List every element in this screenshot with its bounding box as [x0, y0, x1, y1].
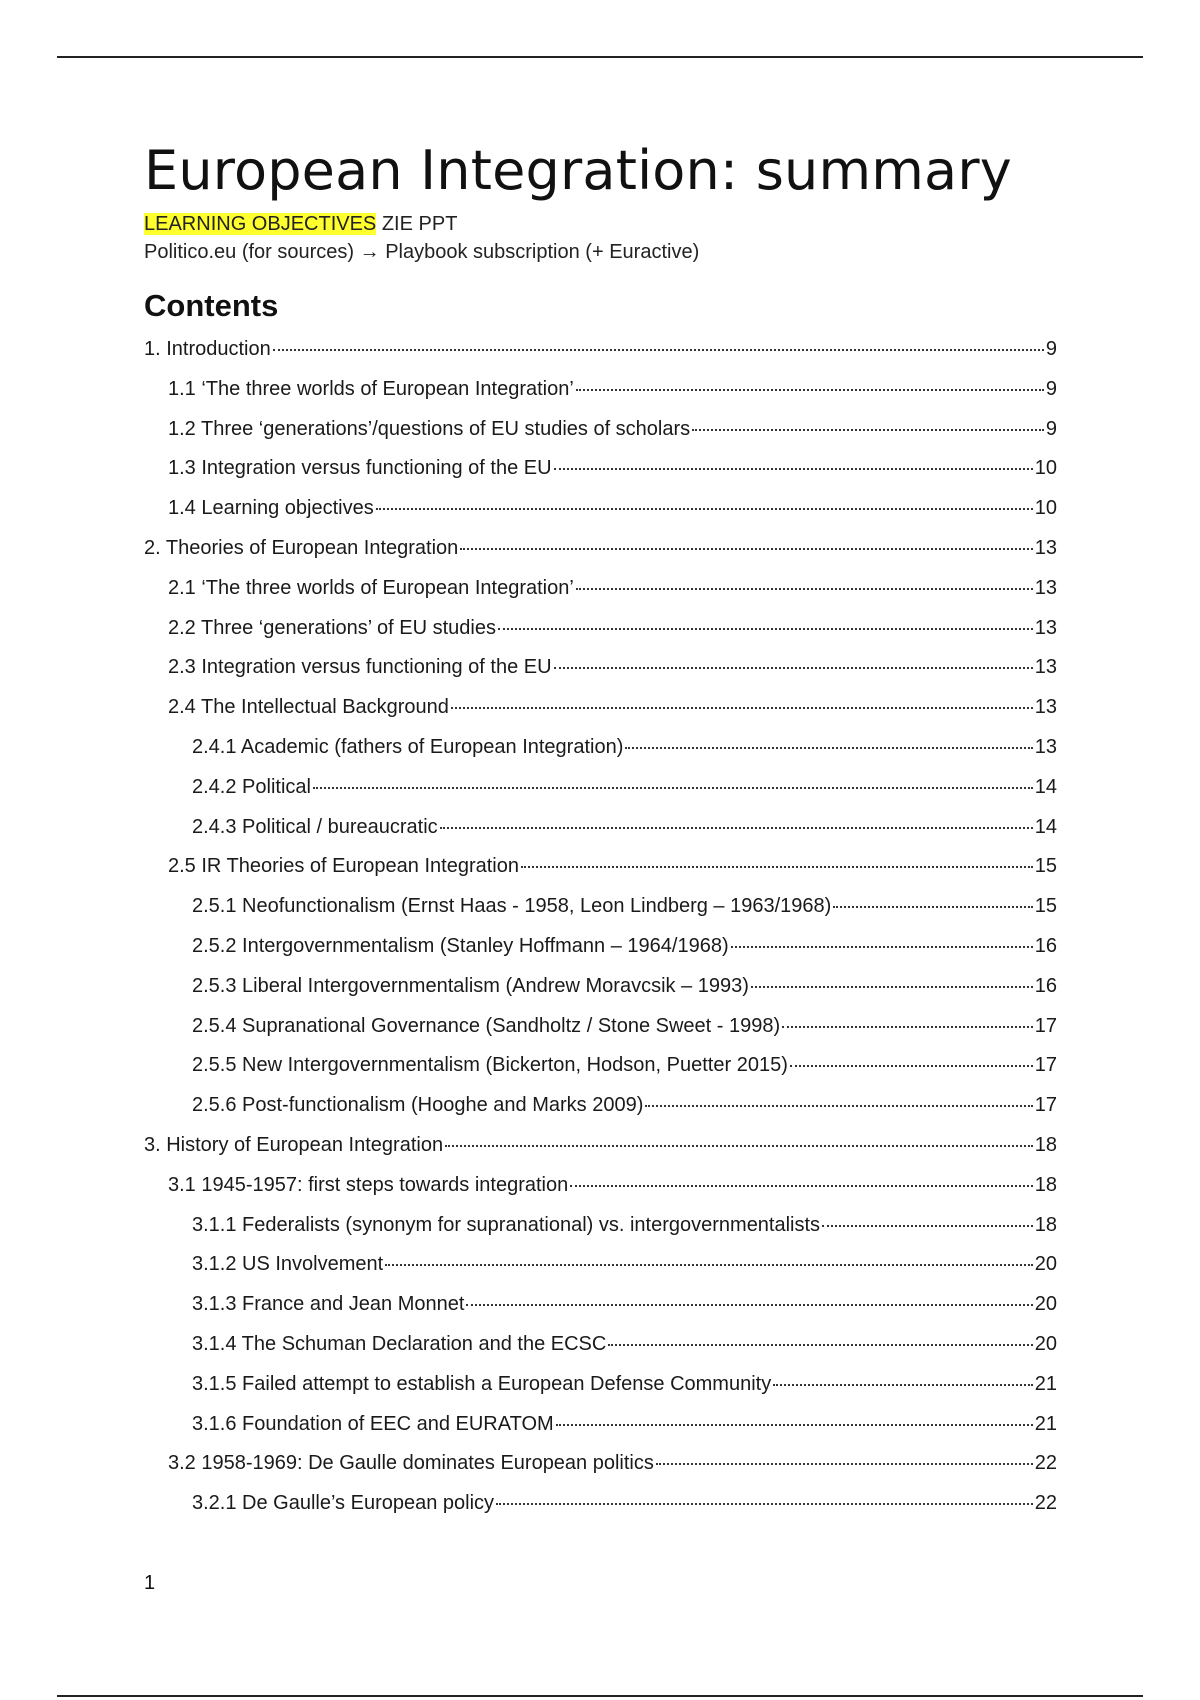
toc-entry[interactable] — [144, 378, 1057, 418]
toc-entry-title: 2.5.3 Liberal Intergovernmentalism (Andrew Moravcsik – 1993) — [192, 974, 749, 997]
toc-entry[interactable] — [144, 1214, 1057, 1254]
toc-dot-leader — [645, 1105, 1032, 1107]
toc-dot-leader — [790, 1065, 1033, 1067]
toc-entry-page: 18 — [1034, 1213, 1057, 1236]
toc-entry-page: 15 — [1034, 855, 1057, 878]
toc-entry[interactable] — [144, 855, 1057, 895]
toc-entry-page: 13 — [1034, 616, 1057, 639]
toc-dot-leader — [466, 1304, 1032, 1306]
toc-entry[interactable] — [144, 577, 1057, 617]
toc-dot-leader — [554, 468, 1033, 470]
toc-entry-title: 2.2 Three ‘generations’ of EU studies — [168, 616, 496, 639]
toc-dot-leader — [554, 667, 1033, 669]
toc-entry-page: 9 — [1045, 377, 1057, 400]
toc-dot-leader — [625, 747, 1032, 749]
toc-entry-title: 2.5.1 Neofunctionalism (Ernst Haas - 1958, Leon Lindberg – 1963/1968) — [192, 895, 832, 918]
toc-entry[interactable] — [144, 696, 1057, 736]
toc-entry[interactable] — [144, 1373, 1057, 1413]
toc-entry[interactable] — [144, 338, 1057, 378]
toc-entry-page: 14 — [1034, 815, 1057, 838]
header-rule — [57, 56, 1143, 58]
toc-dot-leader — [313, 787, 1033, 789]
toc-entry-title: 2.4 The Intellectual Background — [168, 696, 449, 719]
toc-entry[interactable] — [144, 656, 1057, 696]
toc-entry-title: 3.2 1958-1969: De Gaulle dominates European politics — [168, 1452, 654, 1475]
toc-dot-leader — [385, 1264, 1033, 1266]
toc-dot-leader — [273, 349, 1044, 351]
toc-entry-title: 1. Introduction — [144, 338, 271, 360]
toc-dot-leader — [460, 548, 1032, 550]
toc-entry-title: 2.5.6 Post-functionalism (Hooghe and Marks 2009) — [192, 1094, 644, 1117]
toc-dot-leader — [576, 389, 1044, 391]
toc-entry-page: 13 — [1034, 576, 1057, 599]
toc-dot-leader — [451, 707, 1033, 709]
table-of-contents — [144, 338, 1057, 1532]
toc-entry-page: 16 — [1034, 974, 1057, 997]
toc-entry[interactable] — [144, 776, 1057, 816]
toc-entry[interactable] — [144, 1413, 1057, 1453]
toc-dot-leader — [376, 508, 1033, 510]
toc-entry-title: 3.1.3 France and Jean Monnet — [192, 1293, 465, 1316]
toc-entry-title: 2.5.4 Supranational Governance (Sandholtz / Stone Sweet - 1998) — [192, 1014, 781, 1037]
toc-dot-leader — [751, 986, 1033, 988]
learning-objectives-highlight: LEARNING OBJECTIVES — [144, 213, 377, 235]
toc-entry-page: 22 — [1034, 1452, 1057, 1475]
toc-entry-title: 2.1 ‘The three worlds of European Integration’ — [168, 576, 574, 599]
sources-line: Politico.eu (for sources) → Playbook subscription (+ Euractive) — [144, 241, 700, 263]
toc-entry[interactable] — [144, 457, 1057, 497]
toc-entry-title: 2.4.2 Political — [192, 775, 311, 798]
toc-entry-title: 1.4 Learning objectives — [168, 497, 374, 520]
toc-entry-title: 3.1.4 The Schuman Declaration and the ECSC — [192, 1332, 607, 1355]
toc-entry[interactable] — [144, 617, 1057, 657]
toc-entry-page: 18 — [1034, 1173, 1057, 1196]
toc-entry-title: 1.2 Three ‘generations’/questions of EU studies of scholars — [168, 417, 691, 440]
toc-entry-page: 17 — [1034, 1014, 1057, 1037]
document-title: European Integration: summary — [144, 139, 1012, 202]
toc-dot-leader — [576, 588, 1033, 590]
toc-entry[interactable] — [144, 497, 1057, 537]
toc-entry-page: 13 — [1034, 696, 1057, 719]
toc-entry-page: 10 — [1034, 497, 1057, 520]
toc-entry-title: 3.2.1 De Gaulle’s European policy — [192, 1492, 495, 1515]
toc-dot-leader — [556, 1424, 1033, 1426]
toc-entry-title: 2.4.1 Academic (fathers of European Integration) — [192, 735, 624, 758]
toc-entry[interactable] — [144, 935, 1057, 975]
toc-entry[interactable] — [144, 1174, 1057, 1214]
toc-entry-page: 13 — [1034, 656, 1057, 679]
toc-entry[interactable] — [144, 1452, 1057, 1492]
toc-entry-page: 20 — [1034, 1332, 1057, 1355]
toc-entry[interactable] — [144, 537, 1057, 577]
toc-entry-title: 2.5.5 New Intergovernmentalism (Bickerton, Hodson, Puetter 2015) — [192, 1054, 788, 1077]
toc-entry-title: 3. History of European Integration — [144, 1133, 444, 1156]
toc-dot-leader — [782, 1026, 1033, 1028]
toc-entry-title: 3.1.5 Failed attempt to establish a European Defense Community — [192, 1372, 772, 1395]
toc-entry-title: 3.1.2 US Involvement — [192, 1253, 384, 1276]
toc-entry-page: 17 — [1034, 1094, 1057, 1117]
toc-entry-page: 17 — [1034, 1054, 1057, 1077]
toc-entry-title: 2.5 IR Theories of European Integration — [168, 855, 519, 878]
learning-objectives-note: ZIE PPT — [376, 213, 458, 235]
footer-rule — [57, 1695, 1143, 1697]
toc-dot-leader — [496, 1503, 1033, 1505]
toc-dot-leader — [440, 827, 1033, 829]
toc-entry-title: 3.1.1 Federalists (synonym for supranational) vs. intergovernmentalists — [192, 1213, 821, 1236]
toc-entry[interactable] — [144, 418, 1057, 458]
toc-dot-leader — [731, 946, 1033, 948]
toc-entry-page: 18 — [1034, 1133, 1057, 1156]
toc-entry-title: 1.1 ‘The three worlds of European Integration’ — [168, 377, 574, 400]
toc-entry[interactable] — [144, 975, 1057, 1015]
toc-entry-page: 9 — [1045, 417, 1057, 440]
toc-dot-leader — [773, 1384, 1033, 1386]
toc-entry[interactable] — [144, 736, 1057, 776]
toc-entry-page: 20 — [1034, 1293, 1057, 1316]
toc-entry[interactable] — [144, 1134, 1057, 1174]
toc-entry-title: 3.1.6 Foundation of EEC and EURATOM — [192, 1412, 554, 1435]
toc-dot-leader — [608, 1344, 1032, 1346]
page-number: 1 — [144, 1572, 156, 1594]
toc-entry[interactable] — [144, 895, 1057, 935]
toc-entry-title: 2. Theories of European Integration — [144, 536, 459, 559]
document-body — [144, 140, 1057, 1532]
toc-entry[interactable] — [144, 1054, 1057, 1094]
toc-entry-page: 13 — [1034, 735, 1057, 758]
toc-entry[interactable] — [144, 1492, 1057, 1532]
toc-entry-page: 13 — [1034, 536, 1057, 559]
toc-entry-title: 2.5.2 Intergovernmentalism (Stanley Hoffmann – 1964/1968) — [192, 934, 729, 957]
toc-entry-title: 2.3 Integration versus functioning of the EU — [168, 656, 552, 679]
toc-entry[interactable] — [144, 1094, 1057, 1134]
toc-entry[interactable] — [144, 1333, 1057, 1373]
toc-entry-page: 16 — [1034, 934, 1057, 957]
toc-dot-leader — [692, 429, 1044, 431]
toc-dot-leader — [822, 1225, 1033, 1227]
toc-entry-title: 1.3 Integration versus functioning of the EU — [168, 457, 552, 480]
toc-entry[interactable] — [144, 1015, 1057, 1055]
toc-entry[interactable] — [144, 1293, 1057, 1333]
toc-entry[interactable] — [144, 1253, 1057, 1293]
toc-dot-leader — [498, 628, 1033, 630]
learning-objectives-line — [144, 210, 1057, 238]
toc-dot-leader — [833, 906, 1032, 908]
toc-entry-title: 3.1 1945-1957: first steps towards integration — [168, 1173, 569, 1196]
toc-entry-page: 22 — [1034, 1492, 1057, 1515]
toc-entry-page: 9 — [1045, 338, 1057, 360]
contents-heading: Contents — [144, 288, 279, 323]
toc-dot-leader — [570, 1185, 1033, 1187]
toc-dot-leader — [656, 1463, 1033, 1465]
toc-entry-page: 20 — [1034, 1253, 1057, 1276]
toc-entry-page: 21 — [1034, 1372, 1057, 1395]
toc-entry-page: 14 — [1034, 775, 1057, 798]
toc-entry[interactable] — [144, 816, 1057, 856]
toc-dot-leader — [445, 1145, 1033, 1147]
toc-dot-leader — [521, 866, 1033, 868]
toc-entry-page: 10 — [1034, 457, 1057, 480]
toc-entry-page: 15 — [1034, 895, 1057, 918]
toc-entry-title: 2.4.3 Political / bureaucratic — [192, 815, 438, 838]
toc-entry-page: 21 — [1034, 1412, 1057, 1435]
